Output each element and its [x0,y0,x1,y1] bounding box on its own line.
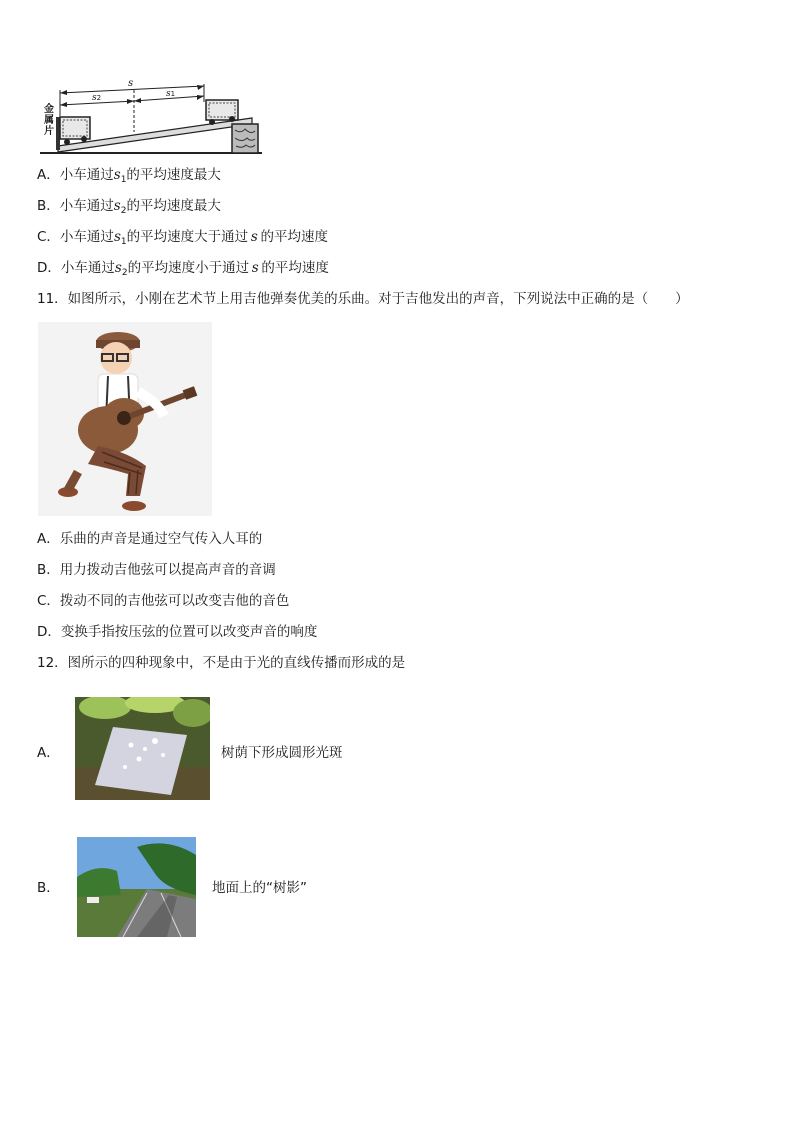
leaf-shadow-photo [75,697,210,800]
label-s2: s2 [92,93,102,103]
q10-option-a[interactable]: A．小车通过$s_1$的平均速度最大 [37,167,221,185]
guitar-player-illustration [38,322,212,516]
q11-option-c[interactable]: C．拨动不同的吉他弦可以改变吉他的音色 [37,593,290,609]
q11-option-a[interactable]: A．乐曲的声音是通过空气传入人耳的 [37,531,263,547]
tree-shadow-image [77,837,196,937]
q10-option-d[interactable]: D．小车通过$s_2$的平均速度小于通过 s 的平均速度 [37,260,329,278]
q12-stem: 12．图所示的四种现象中，不是由于光的直线传播而形成的是 [37,655,406,671]
q11-stem: 11．如图所示，小刚在艺术节上用吉他弹奏优美的乐曲。对于吉他发出的声音，下列说法中正确的是（ ） [37,291,689,307]
metal-plate-label: 金 属 片 [44,104,54,137]
slope-experiment-figure [38,80,264,160]
q10-option-b[interactable]: B．小车通过$s_2$的平均速度最大 [37,198,221,216]
q12-option-b-caption: 地面上的“树影” [212,880,307,896]
q12-option-a-caption: 树荫下形成圆形光斑 [221,745,343,761]
label-s1: s1 [166,89,176,99]
q11-option-d[interactable]: D．变换手指按压弦的位置可以改变声音的响度 [37,624,318,640]
guitar-player-image [38,322,212,516]
label-s: s [128,78,134,89]
q11-option-b[interactable]: B．用力拨动吉他弦可以提高声音的音调 [37,562,276,578]
q10-option-c[interactable]: C．小车通过$s_1$的平均速度大于通过 s 的平均速度 [37,229,328,247]
tree-shadow-road-photo [77,837,196,937]
light-spots-image [75,697,210,800]
q12-option-a-letter[interactable]: A． [37,745,60,761]
q12-option-b-letter[interactable]: B． [37,880,60,896]
slope-diagram [38,80,264,160]
